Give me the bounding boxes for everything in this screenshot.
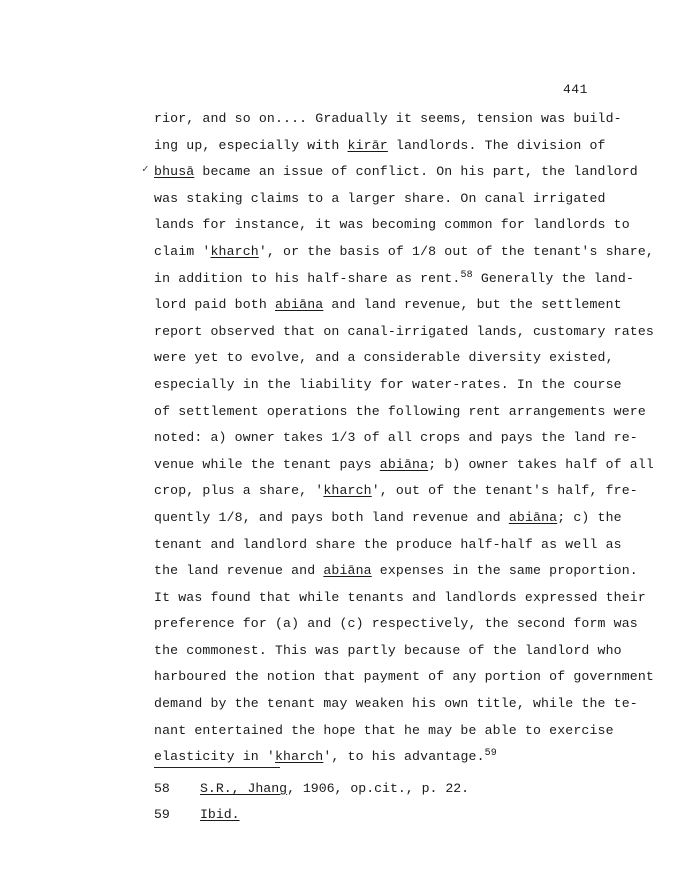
footnote-reference: 58	[460, 269, 473, 281]
text-run: venue while the tenant pays	[154, 456, 380, 472]
underlined-term: abiāna	[323, 563, 372, 579]
text-run: landlords. The division of	[387, 137, 606, 153]
text-line	[154, 106, 654, 133]
text-line	[154, 585, 654, 612]
text-run: ', or the basis of 1/8 out of the tenant's share,	[258, 243, 654, 259]
text-line	[154, 611, 654, 638]
footnotes-list	[154, 776, 469, 828]
text-run: lord paid both	[154, 297, 275, 313]
text-line	[154, 399, 654, 426]
text-run: ; b) owner takes half of all	[428, 456, 654, 472]
text-line	[154, 558, 654, 585]
footnote-number: 59	[154, 807, 170, 822]
text-line	[154, 159, 654, 186]
text-line	[154, 691, 654, 718]
text-run: ; c) the	[557, 509, 622, 525]
text-line	[154, 212, 654, 239]
text-run: of settlement operations the following rent arrangements were	[154, 403, 646, 419]
text-run: the commonest. This was partly because of the landlord who	[154, 642, 622, 658]
text-run: especially in the liability for water-rates. In the course	[154, 376, 622, 392]
text-run: harboured the notion that payment of any portion of government	[154, 669, 654, 685]
underlined-term: kirār	[347, 137, 388, 153]
text-run: quently 1/8, and pays both land revenue and	[154, 509, 509, 525]
underlined-term: S.R., Jhang	[200, 781, 288, 796]
text-run: became an issue of conflict. On his part, the landlord	[194, 164, 638, 180]
text-run: in addition to his half-share as rent.	[154, 270, 461, 286]
text-line	[154, 664, 654, 691]
text-run: ', out of the tenant's half, fre-	[371, 483, 638, 499]
text-run: preference for (a) and (c) respectively, the second form was	[154, 616, 638, 632]
text-run: Generally the land-	[472, 270, 635, 286]
underlined-term: kharch	[274, 749, 324, 765]
text-run: report observed that on canal-irrigated lands, customary rates	[154, 323, 654, 339]
underlined-term: kharch	[210, 243, 259, 259]
text-line	[154, 239, 654, 266]
text-run: ', to his advantage.	[323, 749, 485, 765]
underlined-term: kharch	[323, 483, 372, 499]
text-line	[154, 133, 654, 160]
text-run: and land revenue, but the settlement	[323, 297, 622, 313]
footnote-reference: 59	[484, 748, 497, 760]
text-line	[154, 638, 654, 665]
text-run: tenant and landlord share the produce half-half as well as	[154, 536, 622, 552]
footnote	[154, 802, 469, 828]
text-line	[154, 266, 654, 293]
text-run: claim '	[154, 243, 211, 259]
text-line	[154, 345, 654, 372]
text-line	[154, 319, 654, 346]
text-line	[154, 718, 654, 745]
text-run: crop, plus a share, '	[154, 483, 324, 499]
text-run: demand by the tenant may weaken his own title, while the te-	[154, 696, 638, 712]
text-run: rior, and so on.... Gradually it seems, tension was build-	[154, 111, 622, 126]
text-line	[154, 478, 654, 505]
text-line	[154, 186, 654, 213]
underlined-term: Ibid.	[200, 807, 240, 822]
text-run: ing up, especially with	[154, 137, 348, 153]
text-run: nant entertained the hope that he may be able to exercise	[154, 722, 614, 738]
footnote-number: 58	[154, 781, 170, 796]
text-run: was staking claims to a larger share. On canal irrigated	[154, 190, 606, 206]
text-run: elasticity in '	[154, 749, 275, 765]
underlined-term: bhusā	[154, 164, 195, 180]
footnote-separator-rule	[154, 767, 280, 768]
page-number: 441	[563, 82, 588, 97]
text-run: It was found that while tenants and landlords expressed their	[154, 589, 646, 605]
underlined-term: abiāna	[508, 509, 558, 525]
underlined-term: abiāna	[379, 456, 429, 472]
underlined-term: abiāna	[274, 297, 324, 313]
margin-check-mark: ✓	[142, 164, 149, 176]
text-run: , 1906, op.cit., p. 22.	[287, 781, 470, 796]
footnote	[154, 776, 469, 802]
text-run: expenses in the same proportion.	[371, 563, 638, 579]
text-run: noted: a) owner takes 1/3 of all crops and pays the land re-	[154, 430, 638, 446]
text-line	[154, 505, 654, 532]
text-run: the land revenue and	[154, 563, 324, 579]
text-line	[154, 372, 654, 399]
text-line	[154, 292, 654, 319]
text-run: lands for instance, it was becoming common for landlords to	[154, 217, 630, 233]
text-run: were yet to evolve, and a considerable diversity existed,	[154, 350, 614, 366]
body-paragraph	[154, 106, 654, 771]
text-line	[154, 452, 654, 479]
text-line	[154, 532, 654, 559]
text-line	[154, 425, 654, 452]
